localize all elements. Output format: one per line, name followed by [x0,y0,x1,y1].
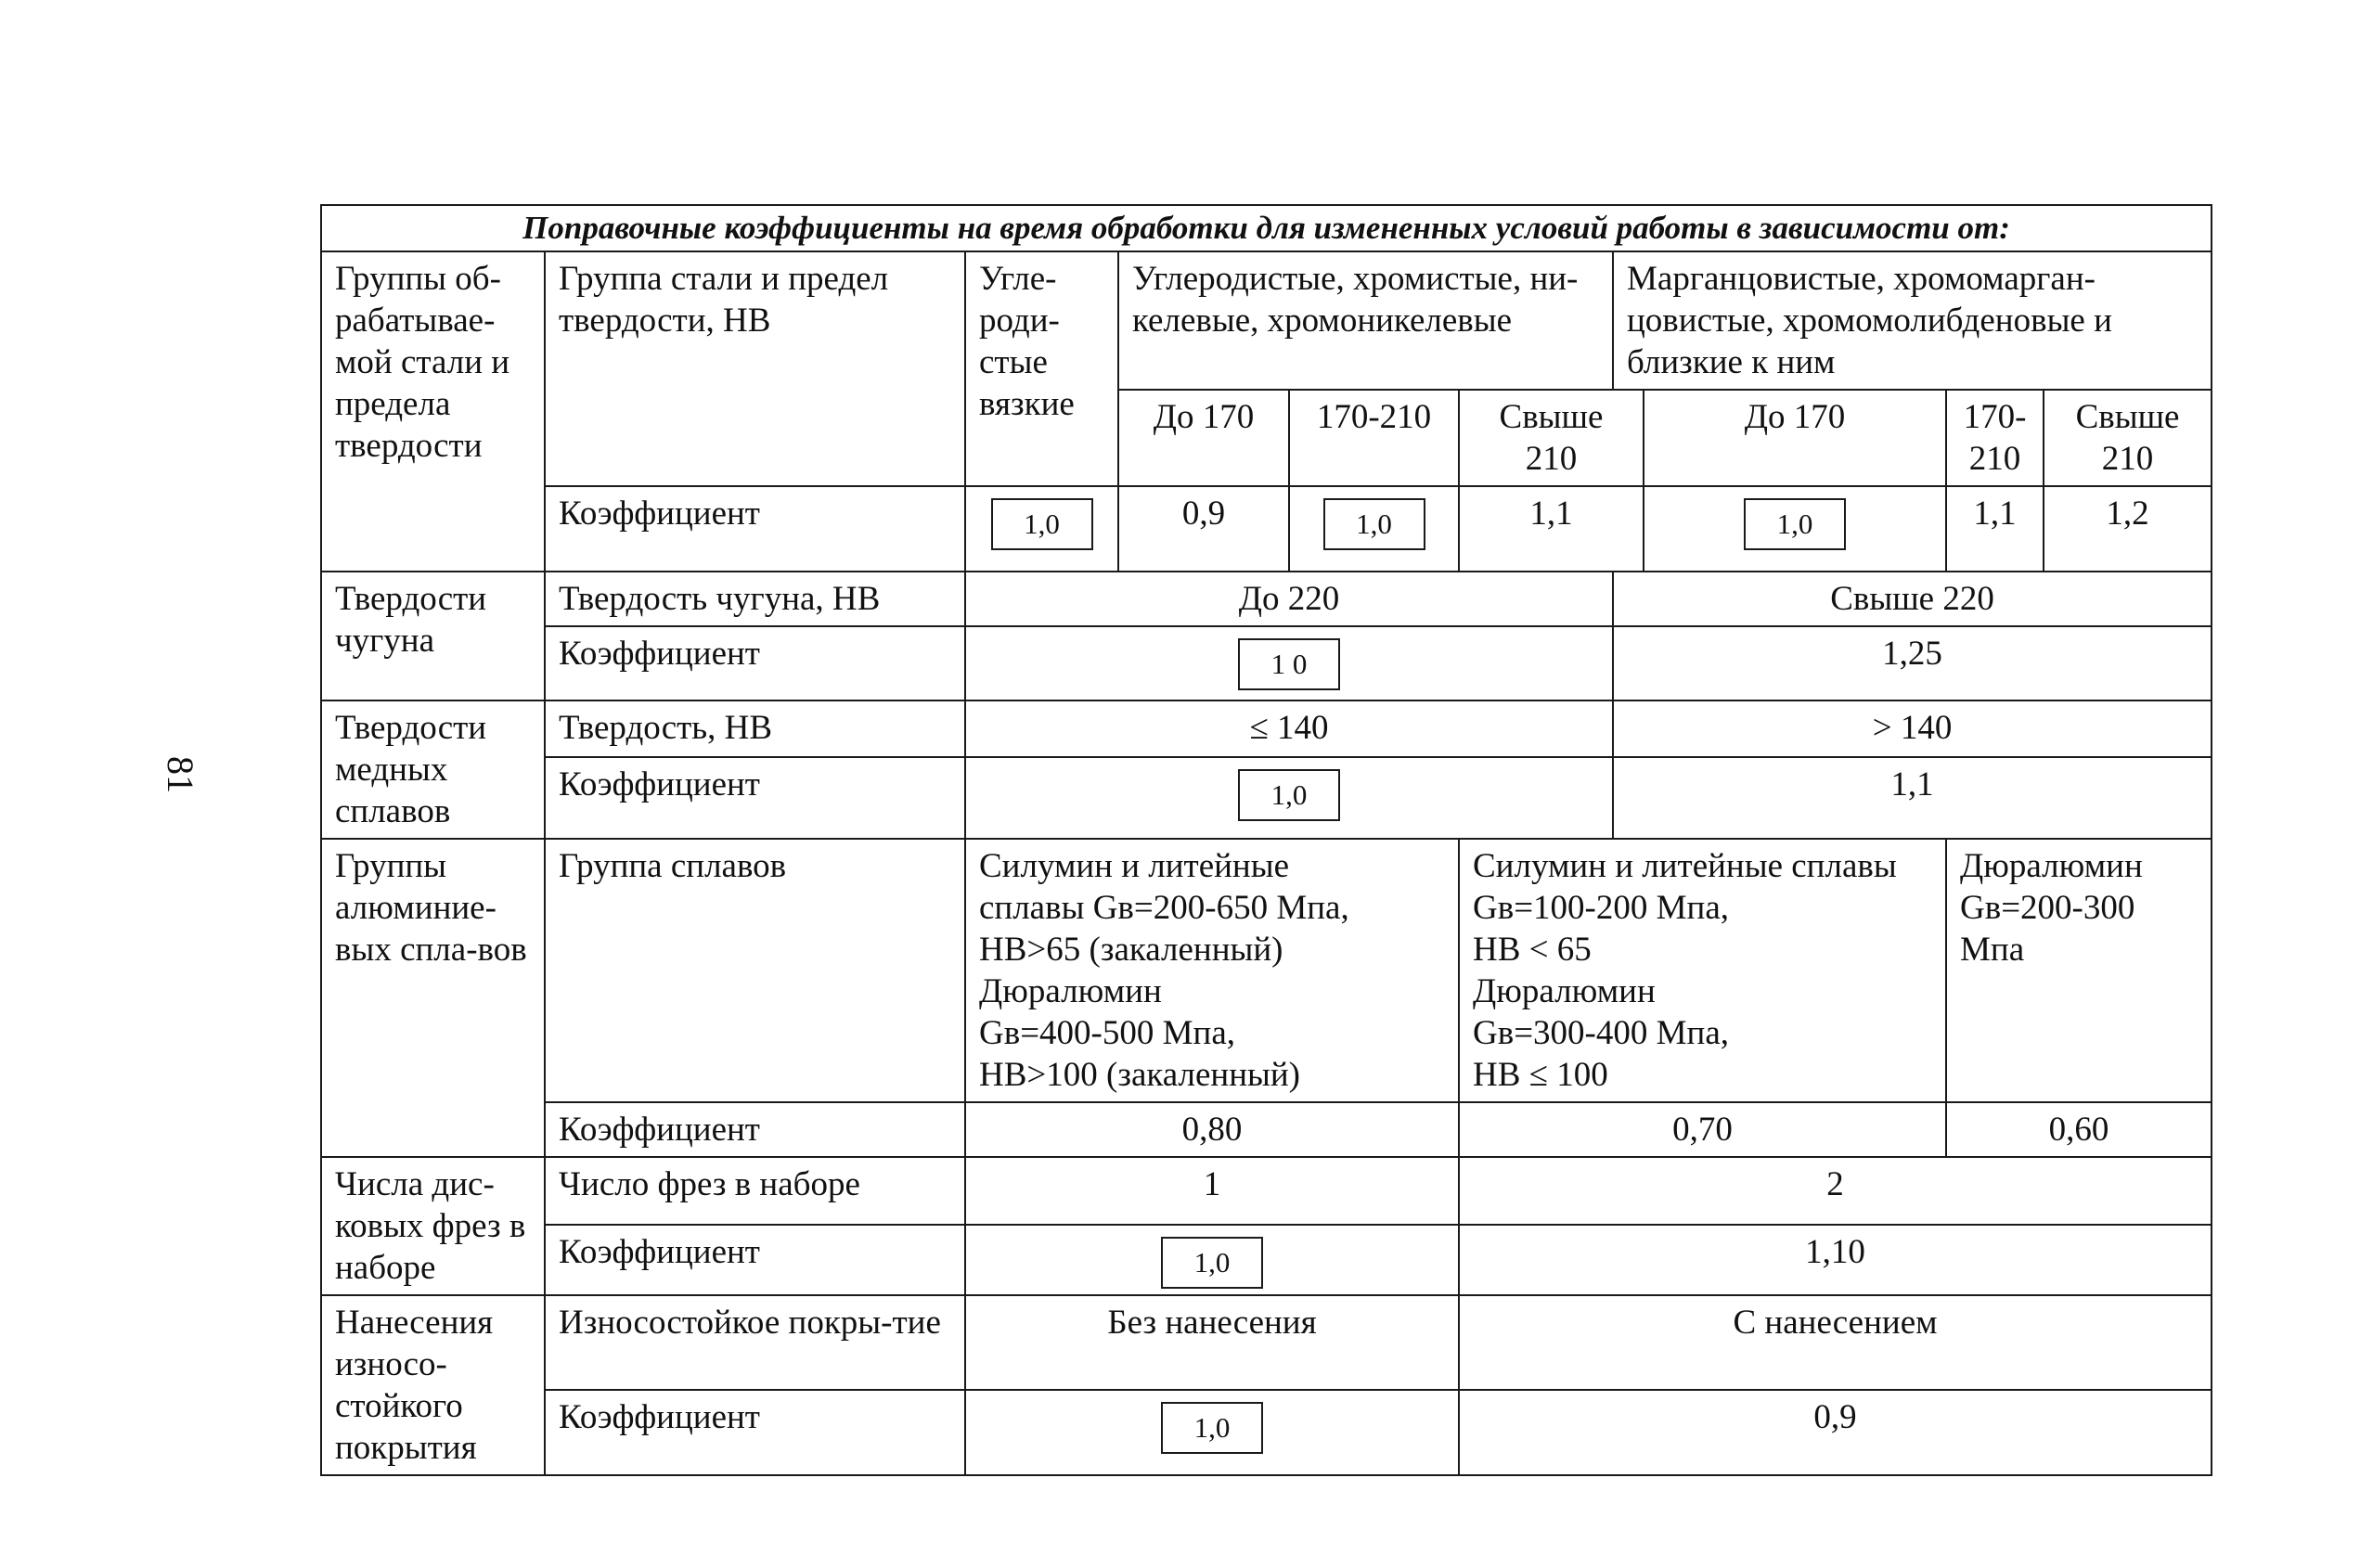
cast-iron-param-label: Твердость чугуна, НВ [545,572,965,626]
carbon-viscous-header: Угле-роди-стые вязкие [965,251,1118,486]
coef-box: 1,0 [1744,498,1846,550]
copper-val2: > 140 [1613,700,2212,757]
coef-viscous-cell [965,486,1118,572]
aluminum-group2-line: Gв=300-400 Мпа, [1473,1014,1730,1052]
aluminum-group3-line: Gв=200-300 Мпа [1960,889,2135,969]
coef-box: 1,0 [1161,1237,1263,1289]
aluminum-coef1: 0,80 [965,1102,1459,1157]
cutters-group-label: Числа дис-ковых фрез в наборе [321,1157,545,1295]
coating-val1: Без нанесения [965,1295,1459,1390]
range-b2: 170-210 [1946,390,2044,486]
cutters-coef2: 1,10 [1459,1225,2212,1295]
cast-iron-coef2: 1,25 [1613,626,2212,700]
coating-coef-label: Коэффициент [545,1390,965,1475]
aluminum-group1-line: НВ>65 (закаленный) [979,931,1283,969]
aluminum-coef3: 0,60 [1946,1102,2212,1157]
coef-b3: 1,2 [2044,486,2212,572]
aluminum-group3-line: Дюралюмин [1960,847,2143,885]
copper-group-label: Твердости медных сплавов [321,700,545,839]
coating-coef2: 0,9 [1459,1390,2212,1475]
aluminum-group1 [965,839,1459,1102]
aluminum-group1-line: НВ>100 (закаленный) [979,1056,1301,1094]
range-a1: До 170 [1118,390,1289,486]
aluminum-group1-line: Дюралюмин [979,972,1162,1010]
cutters-param-label: Число фрез в наборе [545,1157,965,1225]
copper-param-label: Твердость, НВ [545,700,965,757]
cast-iron-val2: Свыше 220 [1613,572,2212,626]
aluminum-group-label: Группы алюминие-вых спла-вов [321,839,545,1157]
steel-coef-label: Коэффициент [545,486,965,572]
coef-b2: 1,1 [1946,486,2044,572]
coating-coef1-cell [965,1390,1459,1475]
coef-a2-cell [1289,486,1459,572]
aluminum-coef-label: Коэффициент [545,1102,965,1157]
aluminum-group2-line: НВ ≤ 100 [1473,1056,1608,1094]
cast-iron-coef-label: Коэффициент [545,626,965,700]
coef-a1: 0,9 [1118,486,1289,572]
cutters-val2: 2 [1459,1157,2212,1225]
range-b3: Свыше 210 [2044,390,2212,486]
coating-param-label: Износостойкое покры-тие [545,1295,965,1390]
copper-coef1-cell [965,757,1613,839]
cast-iron-val1: До 220 [965,572,1613,626]
copper-coef-label: Коэффициент [545,757,965,839]
manganese-group-header: Марганцовистые, хромомарган-цовистые, хромомолибденовые и близкие к ним [1613,251,2212,390]
range-a2: 170-210 [1289,390,1459,486]
range-b1: До 170 [1644,390,1946,486]
coating-group-label: Нанесения износо-стойкого покрытия [321,1295,545,1475]
page-number: 81 [160,756,201,793]
table-title: Поправочные коэффициенты на время обработки для измененных условий работы в зависимости от: [321,205,2212,251]
aluminum-group1-line: Силумин и литейные [979,847,1290,885]
coating-val2: С нанесением [1459,1295,2212,1390]
copper-coef2: 1,1 [1613,757,2212,839]
copper-val1: ≤ 140 [965,700,1613,757]
steel-group-label: Группы об-рабатывае-мой стали и предела твердости [321,251,545,572]
coef-b1-cell [1644,486,1946,572]
aluminum-group3 [1946,839,2212,1102]
aluminum-group2-line: Силумин и литейные сплавы [1473,847,1897,885]
coef-box: 1 0 [1238,638,1340,690]
range-a3: Свыше 210 [1459,390,1644,486]
aluminum-group2 [1459,839,1946,1102]
coef-a3: 1,1 [1459,486,1644,572]
aluminum-group1-line: Gв=400-500 Мпа, [979,1014,1236,1052]
aluminum-group2-line: НВ < 65 [1473,931,1592,969]
correction-coefficients-table [320,204,2212,1476]
coef-box: 1,0 [1161,1402,1263,1454]
steel-param-label: Группа стали и предел твердости, НВ [545,251,965,486]
cutters-val1: 1 [965,1157,1459,1225]
cutters-coef1-cell [965,1225,1459,1295]
cutters-coef-label: Коэффициент [545,1225,965,1295]
coef-box: 1,0 [1323,498,1425,550]
aluminum-coef2: 0,70 [1459,1102,1946,1157]
aluminum-group2-line: Дюралюмин [1473,972,1656,1010]
cast-iron-coef1-cell [965,626,1613,700]
coef-box: 1,0 [1238,769,1340,821]
coef-box: 1,0 [991,498,1093,550]
cast-iron-group-label: Твердости чугуна [321,572,545,700]
aluminum-group2-line: Gв=100-200 Мпа, [1473,889,1730,927]
carbon-chrome-nickel-header: Углеродистые, хромистые, ни-келевые, хромоникелевые [1118,251,1613,390]
aluminum-group1-line: сплавы Gв=200-650 Мпа, [979,889,1349,927]
aluminum-param-label: Группа сплавов [545,839,965,1102]
